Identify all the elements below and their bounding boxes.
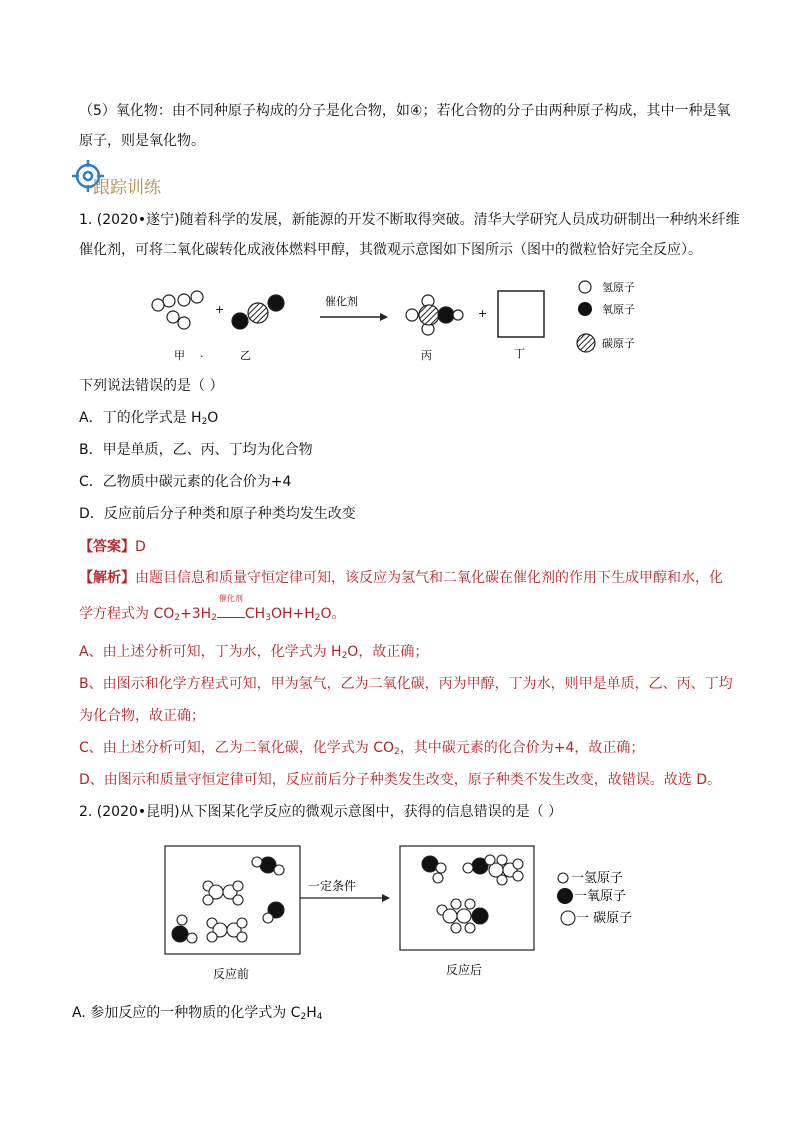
q1-option-b[interactable]: B．甲是单质，乙、丙、丁均为化合物: [79, 442, 313, 458]
jia-molecules: [152, 291, 203, 329]
q1-explain-a: A、由上述分析可知，丁为水，化学式为 $H_2O$，故正确；: [79, 644, 429, 661]
q1-stem-1: 1. (2020•遂宁)随着科学的发展，新能源的开发不断取得突破。清华大学研究人员成功研制出一种纳米纤维: [79, 212, 740, 228]
condition-label: 一定条件: [308, 879, 357, 893]
q1-option-d[interactable]: D．反应前后分子种类和原子种类均发生改变: [79, 506, 356, 522]
legend-h: 氢原子: [602, 281, 635, 294]
plus-1: +: [215, 303, 225, 316]
q1-explain-d: D、由图示和质量守恒定律可知，反应前后分子种类发生改变，原子种类不发生改变，故错误。故选 D。: [79, 772, 722, 788]
q1-prompt: 下列说法错误的是（ ）: [79, 378, 224, 394]
label-bing: 丙: [421, 349, 432, 362]
q2-option-a[interactable]: A. 参加反应的一种物质的化学式为 $C_2H_4$: [72, 1005, 323, 1022]
section-title: 跟踪训练: [93, 178, 161, 198]
intro-line-1: （5）氧化物：由不同种原子构成的分子是化合物，如④；若化合物的分子由两种原子构成，其中一种是氧: [79, 103, 731, 119]
legend-h-2: 一氢原子: [571, 871, 624, 886]
label-dot: .: [200, 347, 204, 360]
q1-equation: 学方程式为 $CO_2+3H_2$ 催化剂 $CH_3OH+H_2O$。: [79, 594, 346, 623]
legend-o-2: 一氧原子: [574, 889, 627, 904]
legend-o-icon-2: [557, 888, 573, 904]
q1-stem-2: 催化剂，可将二氧化碳转化成液体燃料甲醇，其微观示意图如下图所示（图中的微粒恰好完全反应）。: [79, 242, 702, 258]
q1-reaction-diagram: [140, 275, 660, 375]
label-yi: 乙: [240, 349, 251, 362]
legend-o: 氧原子: [602, 303, 635, 316]
q2-reaction-diagram: [150, 838, 650, 988]
legend-c-icon: [577, 334, 595, 352]
label-after: 反应后: [446, 963, 483, 977]
q1-option-c[interactable]: C．乙物质中碳元素的化合价为+4: [79, 474, 292, 490]
label-ding: 丁: [514, 347, 525, 360]
plus-2: +: [478, 307, 488, 320]
q2-stem: 2. (2020•昆明)从下图某化学反应的微观示意图中，获得的信息错误的是（ ）: [79, 804, 563, 820]
after-molecules: [422, 855, 523, 933]
yi-molecule: [232, 295, 284, 329]
catalyst-label: 催化剂: [325, 295, 358, 308]
legend-h-icon-2: [558, 873, 568, 883]
legend-c: 碳原子: [602, 337, 635, 350]
label-before: 反应前: [213, 967, 250, 981]
legend-o-icon: [578, 302, 592, 316]
q1-explain-c: C、由上述分析可知，乙为二氧化碳，化学式为 $CO_2$，其中碳元素的化合价为+4，故正确；: [79, 740, 645, 757]
before-molecules: [172, 857, 284, 943]
label-jia: 甲: [174, 349, 185, 362]
legend-c-2: 一 碳原子: [576, 911, 633, 926]
q1-explain-b-1: B、由图示和化学方程式可知，甲为氢气，乙为二氧化碳，丙为甲醇，丁为水，则甲是单质，乙、丙、丁均: [79, 676, 733, 692]
legend-h-icon: [579, 281, 591, 293]
intro-line-2: 原子，则是氧化物。: [79, 133, 205, 149]
q1-answer: 【答案】D: [79, 539, 146, 555]
q1-explain-b-2: 为化合物，故正确；: [79, 708, 205, 724]
legend-c-icon-2: [561, 911, 575, 925]
bing-molecule: [406, 295, 463, 335]
q1-analysis-1: 【解析】由题目信息和质量守恒定律可知，该反应为氢气和二氧化碳在催化剂的作用下生成甲醇和水，化: [79, 570, 723, 586]
ding-box: [498, 291, 544, 337]
q1-option-a[interactable]: A．丁的化学式是 $H_2O$: [79, 410, 219, 427]
